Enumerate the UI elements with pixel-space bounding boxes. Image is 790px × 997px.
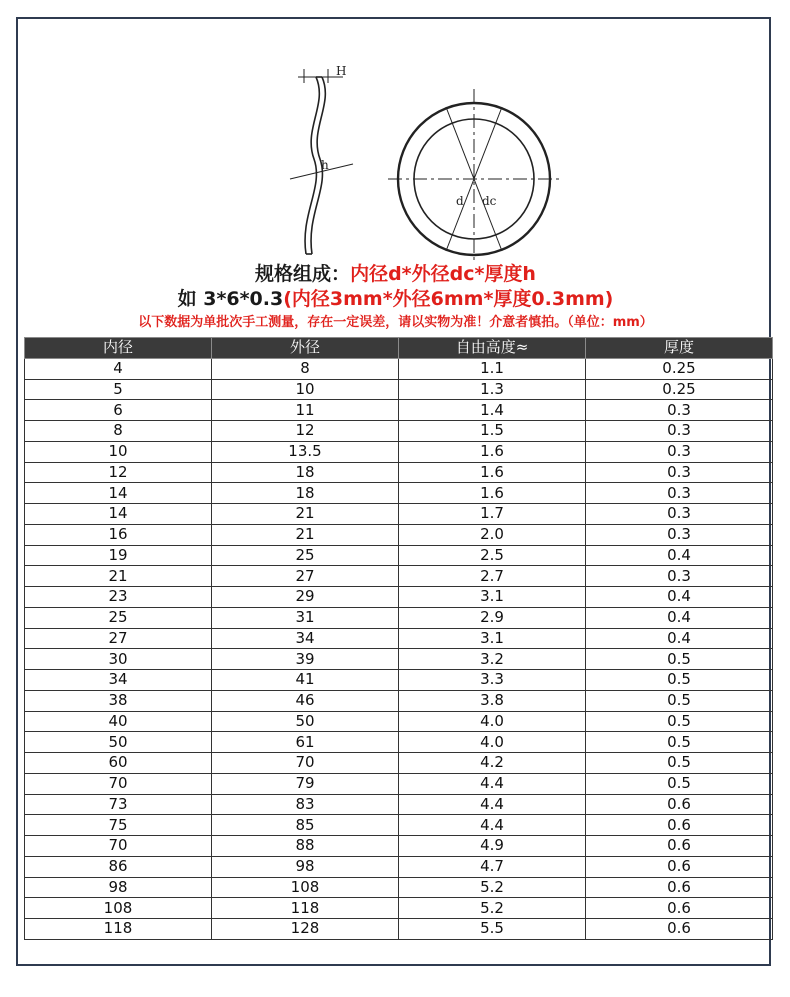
table-row (25, 753, 773, 774)
cell-outer-diameter: 25 (212, 545, 399, 566)
cell-inner-diameter: 38 (25, 690, 212, 711)
table-row (25, 607, 773, 628)
cell-free-height: 1.1 (399, 358, 586, 379)
cell-inner-diameter: 98 (25, 877, 212, 898)
cell-inner-diameter: 14 (25, 504, 212, 525)
cell-free-height: 4.0 (399, 711, 586, 732)
cell-inner-diameter: 5 (25, 379, 212, 400)
cell-free-height: 4.9 (399, 836, 586, 857)
cell-outer-diameter: 70 (212, 753, 399, 774)
cell-inner-diameter: 73 (25, 794, 212, 815)
cell-outer-diameter: 79 (212, 773, 399, 794)
cell-inner-diameter: 14 (25, 483, 212, 504)
cell-thickness: 0.3 (586, 483, 773, 504)
header-free-height: 自由高度≈ (399, 338, 586, 359)
cell-inner-diameter: 70 (25, 773, 212, 794)
table-row (25, 815, 773, 836)
label-H: H (336, 64, 347, 78)
cell-outer-diameter: 11 (212, 400, 399, 421)
cell-inner-diameter: 12 (25, 462, 212, 483)
cell-outer-diameter: 21 (212, 504, 399, 525)
table-row (25, 732, 773, 753)
header-outer-diameter: 外径 (212, 338, 399, 359)
label-h: h (321, 158, 329, 172)
cell-free-height: 5.5 (399, 919, 586, 940)
cell-free-height: 1.7 (399, 504, 586, 525)
table-row (25, 566, 773, 587)
cell-outer-diameter: 34 (212, 628, 399, 649)
cell-free-height: 3.3 (399, 670, 586, 691)
cell-thickness: 0.6 (586, 877, 773, 898)
cell-thickness: 0.4 (586, 545, 773, 566)
cell-inner-diameter: 19 (25, 545, 212, 566)
cell-outer-diameter: 18 (212, 483, 399, 504)
spec-format-heading (18, 259, 773, 286)
cell-outer-diameter: 128 (212, 919, 399, 940)
cell-thickness: 0.3 (586, 421, 773, 442)
cell-inner-diameter: 60 (25, 753, 212, 774)
cell-outer-diameter: 39 (212, 649, 399, 670)
cell-outer-diameter: 29 (212, 587, 399, 608)
cell-outer-diameter: 41 (212, 670, 399, 691)
table-row (25, 483, 773, 504)
table-row (25, 379, 773, 400)
cell-free-height: 2.5 (399, 545, 586, 566)
header-inner-diameter: 内径 (25, 338, 212, 359)
table-row (25, 711, 773, 732)
cell-thickness: 0.6 (586, 794, 773, 815)
cell-thickness: 0.3 (586, 400, 773, 421)
table-row (25, 690, 773, 711)
cell-thickness: 0.3 (586, 524, 773, 545)
cell-outer-diameter: 12 (212, 421, 399, 442)
cell-thickness: 0.6 (586, 856, 773, 877)
cell-outer-diameter: 83 (212, 794, 399, 815)
cell-thickness: 0.6 (586, 919, 773, 940)
cell-inner-diameter: 86 (25, 856, 212, 877)
table-row (25, 545, 773, 566)
cell-thickness: 0.3 (586, 566, 773, 587)
cell-outer-diameter: 46 (212, 690, 399, 711)
product-spec-card (16, 17, 771, 966)
size-table-header-row (25, 338, 773, 359)
cell-inner-diameter: 75 (25, 815, 212, 836)
cell-free-height: 3.1 (399, 587, 586, 608)
cell-outer-diameter: 21 (212, 524, 399, 545)
cell-free-height: 3.1 (399, 628, 586, 649)
cell-inner-diameter: 30 (25, 649, 212, 670)
label-dc: dc (482, 194, 497, 208)
wave-washer-diagram (268, 59, 578, 274)
cell-inner-diameter: 27 (25, 628, 212, 649)
cell-free-height: 2.0 (399, 524, 586, 545)
cell-outer-diameter: 18 (212, 462, 399, 483)
cell-free-height: 2.9 (399, 607, 586, 628)
cell-free-height: 1.6 (399, 441, 586, 462)
table-row (25, 877, 773, 898)
cell-free-height: 5.2 (399, 877, 586, 898)
cell-outer-diameter: 13.5 (212, 441, 399, 462)
cell-inner-diameter: 16 (25, 524, 212, 545)
cell-outer-diameter: 85 (212, 815, 399, 836)
table-row (25, 421, 773, 442)
cell-inner-diameter: 118 (25, 919, 212, 940)
cell-free-height: 4.4 (399, 815, 586, 836)
cell-free-height: 1.3 (399, 379, 586, 400)
cell-thickness: 0.5 (586, 732, 773, 753)
cell-thickness: 0.5 (586, 773, 773, 794)
cell-inner-diameter: 50 (25, 732, 212, 753)
table-row (25, 649, 773, 670)
cell-free-height: 3.2 (399, 649, 586, 670)
cell-inner-diameter: 34 (25, 670, 212, 691)
cell-thickness: 0.4 (586, 587, 773, 608)
table-row (25, 400, 773, 421)
cell-thickness: 0.4 (586, 607, 773, 628)
cell-outer-diameter: 27 (212, 566, 399, 587)
size-table (24, 337, 773, 940)
cell-thickness: 0.6 (586, 815, 773, 836)
cell-free-height: 1.6 (399, 462, 586, 483)
spec-format-prefix: 规格组成： (255, 263, 351, 285)
cell-free-height: 1.5 (399, 421, 586, 442)
table-row (25, 358, 773, 379)
cell-thickness: 0.5 (586, 649, 773, 670)
cell-free-height: 2.7 (399, 566, 586, 587)
spec-example-prefix: 如 3*6*0.3 (177, 288, 284, 310)
label-d: d (456, 194, 464, 208)
cell-thickness: 0.25 (586, 379, 773, 400)
cell-free-height: 3.8 (399, 690, 586, 711)
table-row (25, 836, 773, 857)
cell-outer-diameter: 108 (212, 877, 399, 898)
spec-format-formula: 内径d*外径dc*厚度h (350, 263, 536, 285)
cell-outer-diameter: 98 (212, 856, 399, 877)
table-row (25, 504, 773, 525)
cell-outer-diameter: 50 (212, 711, 399, 732)
cell-thickness: 0.6 (586, 898, 773, 919)
cell-inner-diameter: 70 (25, 836, 212, 857)
cell-free-height: 4.7 (399, 856, 586, 877)
measurement-notice: 以下数据为单批次手工测量，存在一定误差，请以实物为准！介意者慎拍。（单位：mm） (138, 315, 653, 330)
table-row (25, 670, 773, 691)
cell-thickness: 0.4 (586, 628, 773, 649)
cell-free-height: 1.6 (399, 483, 586, 504)
cell-outer-diameter: 10 (212, 379, 399, 400)
cell-thickness: 0.3 (586, 441, 773, 462)
cell-free-height: 4.2 (399, 753, 586, 774)
table-row (25, 628, 773, 649)
cell-inner-diameter: 40 (25, 711, 212, 732)
table-row (25, 898, 773, 919)
table-row (25, 919, 773, 940)
cell-thickness: 0.5 (586, 753, 773, 774)
cell-thickness: 0.6 (586, 836, 773, 857)
header-thickness: 厚度 (586, 338, 773, 359)
spec-example-detail: (内径3mm*外径6mm*厚度0.3mm) (283, 288, 614, 310)
cell-outer-diameter: 118 (212, 898, 399, 919)
cell-thickness: 0.25 (586, 358, 773, 379)
table-row (25, 794, 773, 815)
table-row (25, 524, 773, 545)
table-row (25, 462, 773, 483)
front-view-drawing (388, 89, 560, 264)
cell-outer-diameter: 88 (212, 836, 399, 857)
cell-inner-diameter: 4 (25, 358, 212, 379)
cell-free-height: 4.4 (399, 773, 586, 794)
cell-thickness: 0.5 (586, 690, 773, 711)
cell-thickness: 0.5 (586, 670, 773, 691)
cell-inner-diameter: 6 (25, 400, 212, 421)
cell-free-height: 4.0 (399, 732, 586, 753)
cell-thickness: 0.3 (586, 504, 773, 525)
cell-outer-diameter: 8 (212, 358, 399, 379)
cell-outer-diameter: 61 (212, 732, 399, 753)
cell-inner-diameter: 8 (25, 421, 212, 442)
table-row (25, 587, 773, 608)
cell-inner-diameter: 23 (25, 587, 212, 608)
spec-example-line (18, 284, 773, 311)
cell-free-height: 5.2 (399, 898, 586, 919)
cell-outer-diameter: 31 (212, 607, 399, 628)
cell-inner-diameter: 108 (25, 898, 212, 919)
cell-thickness: 0.3 (586, 462, 773, 483)
cell-free-height: 4.4 (399, 794, 586, 815)
table-row (25, 856, 773, 877)
cell-free-height: 1.4 (399, 400, 586, 421)
table-row (25, 441, 773, 462)
cell-inner-diameter: 25 (25, 607, 212, 628)
table-row (25, 773, 773, 794)
cell-inner-diameter: 10 (25, 441, 212, 462)
size-table-body (25, 358, 773, 939)
cell-thickness: 0.5 (586, 711, 773, 732)
cell-inner-diameter: 21 (25, 566, 212, 587)
